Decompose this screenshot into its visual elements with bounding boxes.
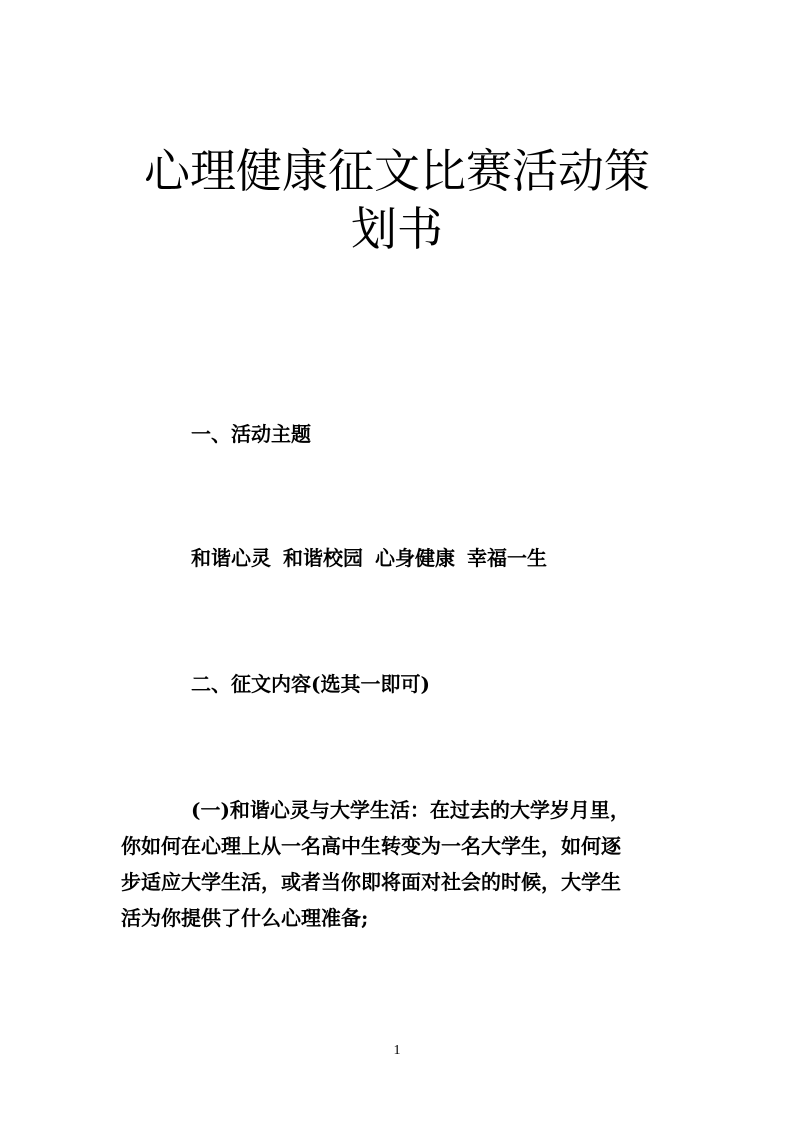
section-heading-content: 二、征文内容(选其一即可) xyxy=(191,672,430,696)
paragraph-line-3: 步适应大学生活，或者当你即将面对社会的时候，大学生 xyxy=(121,870,621,894)
content-paragraph-1 xyxy=(121,792,661,936)
paragraph-line-1: (一)和谐心灵与大学生活：在过去的大学岁月里， xyxy=(191,798,630,822)
page-number: 1 xyxy=(393,1043,401,1058)
theme-item-4: 幸福一生 xyxy=(467,546,547,570)
document-title xyxy=(60,142,734,258)
title-line-2: 划书 xyxy=(351,202,443,256)
section-heading-theme: 一、活动主题 xyxy=(191,422,311,446)
theme-slogan xyxy=(191,544,559,572)
theme-item-3: 心身健康 xyxy=(375,546,455,570)
paragraph-line-4: 活为你提供了什么心理准备; xyxy=(121,906,369,930)
paragraph-line-2: 你如何在心理上从一名高中生转变为一名大学生，如何逐 xyxy=(121,834,621,858)
title-line-1: 心理健康征文比赛活动策 xyxy=(144,144,650,198)
theme-item-1: 和谐心灵 xyxy=(191,546,271,570)
theme-item-2: 和谐校园 xyxy=(283,546,363,570)
